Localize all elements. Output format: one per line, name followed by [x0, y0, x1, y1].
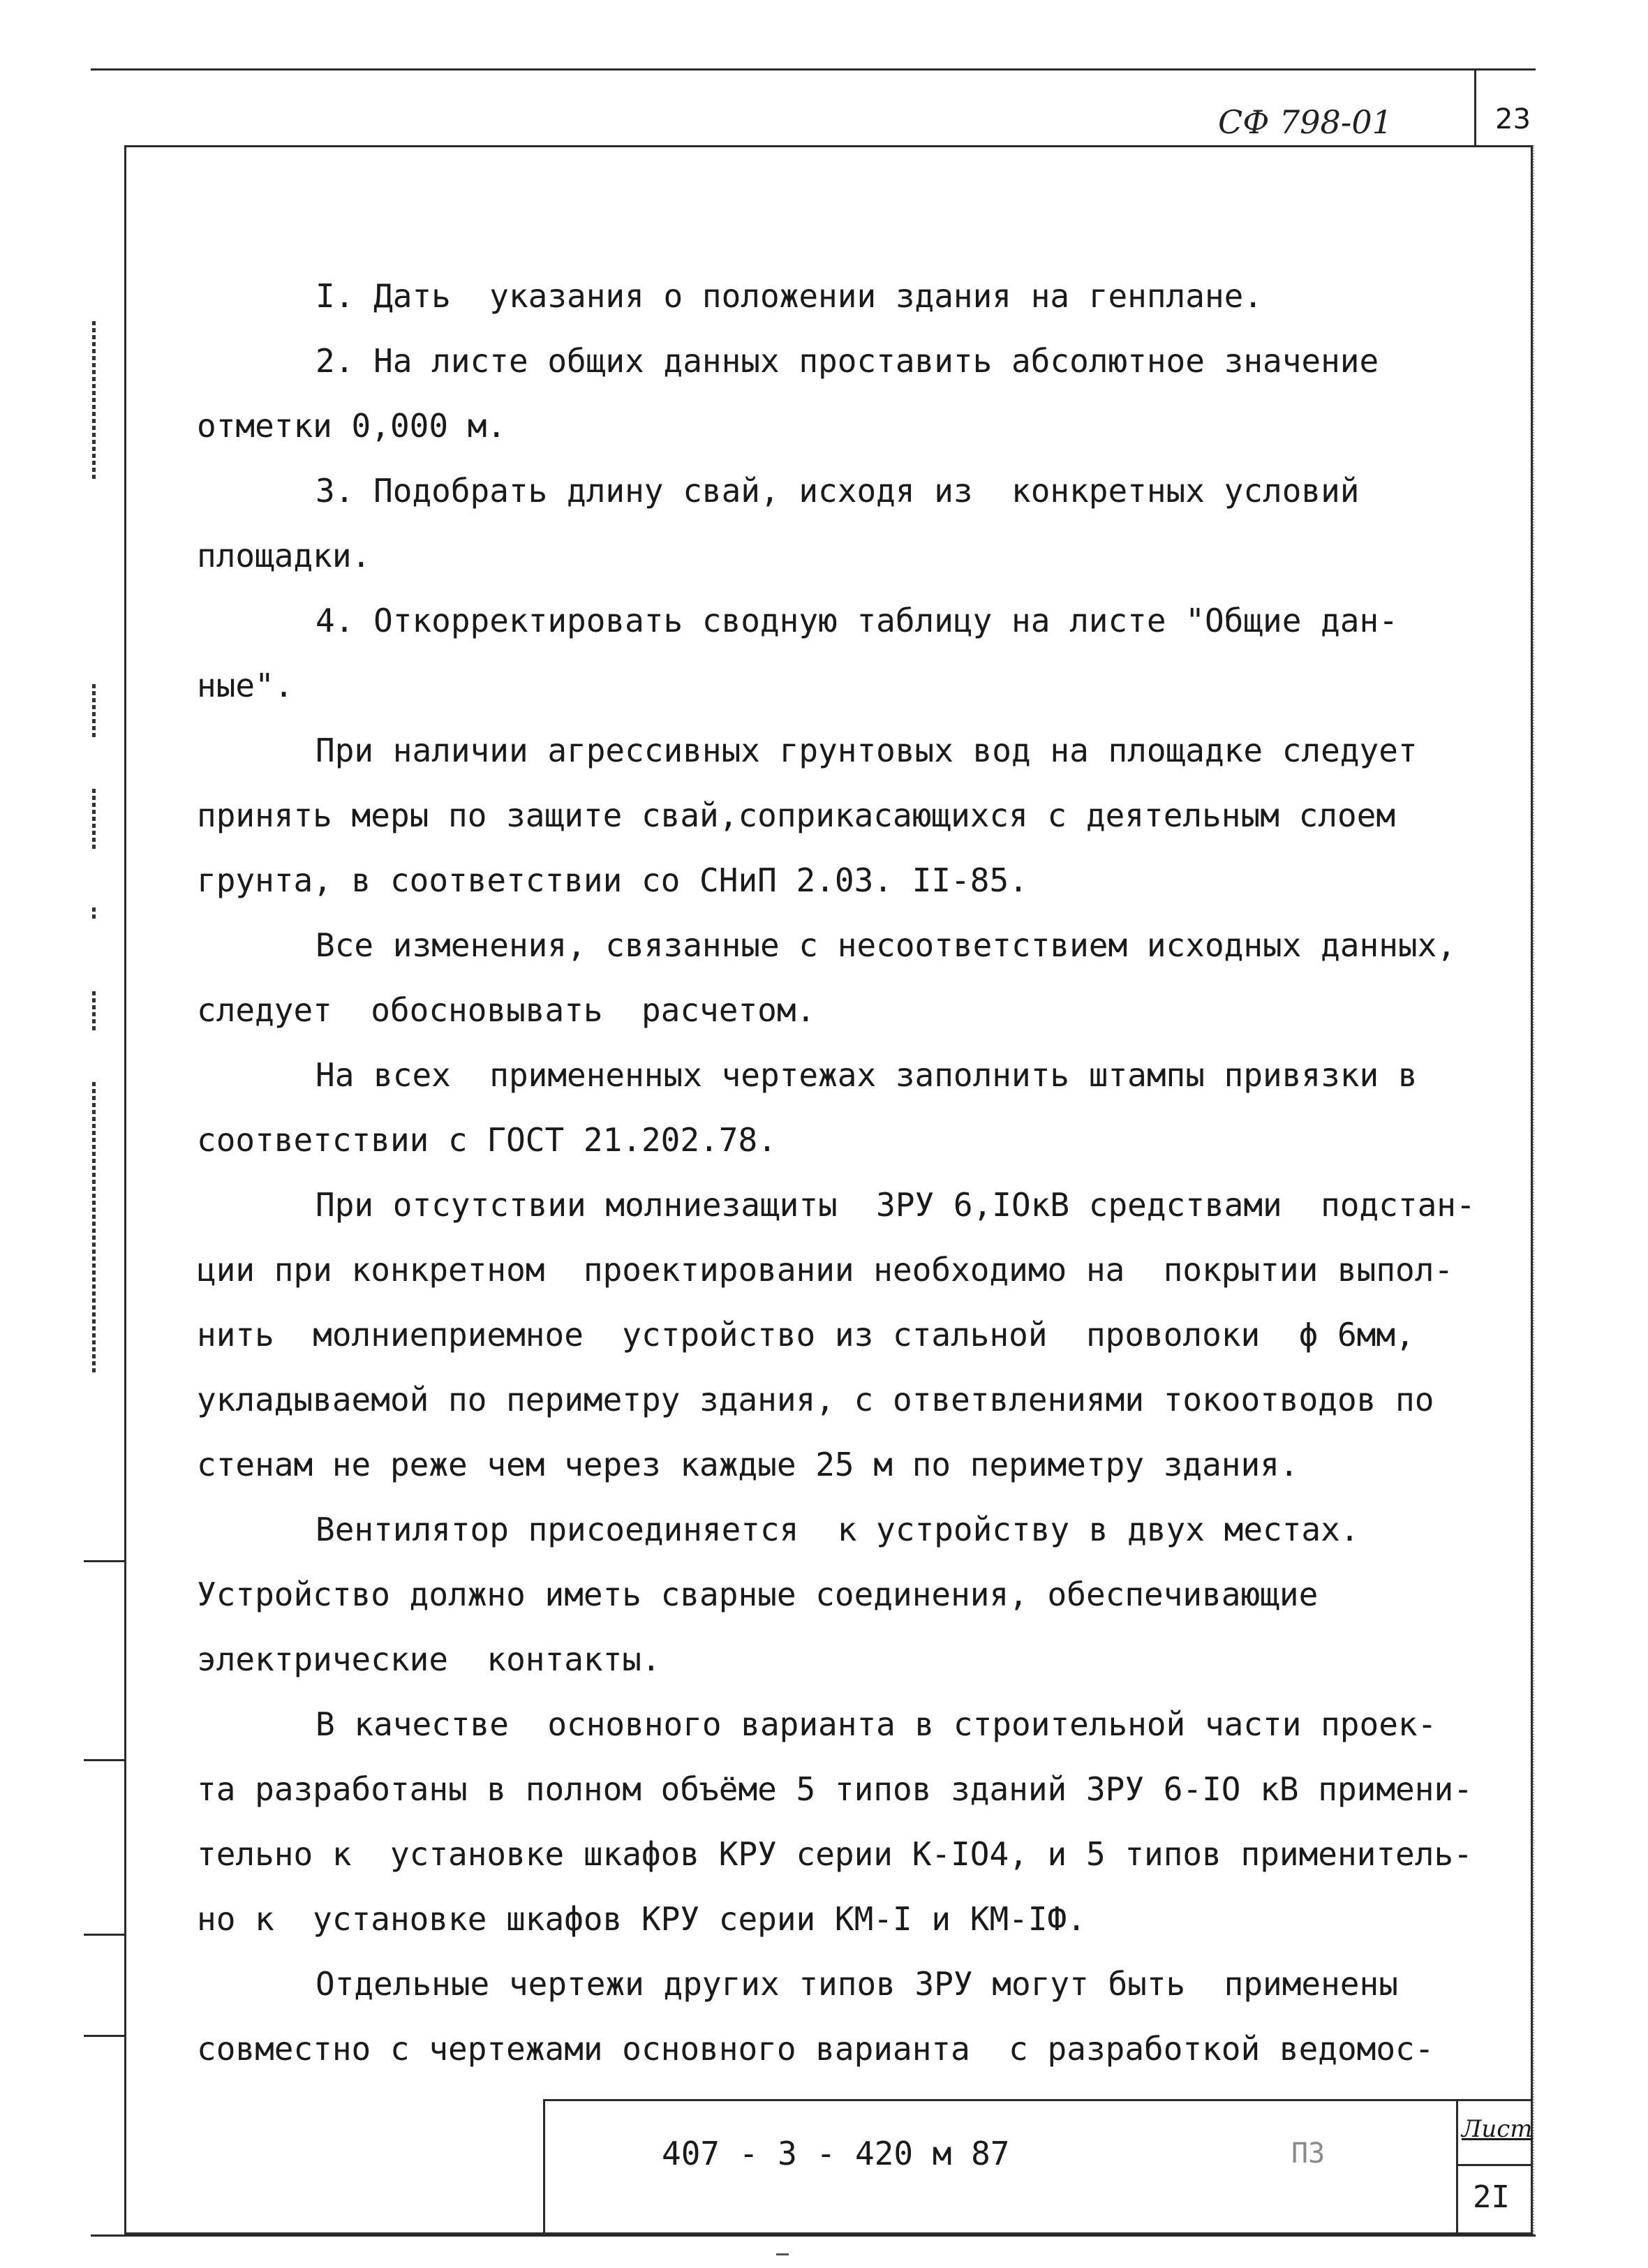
text-line: соответствии с ГОСТ 21.202.78. — [197, 1121, 777, 1159]
binding-tick — [84, 1934, 124, 1936]
sheet-label: Лист — [1462, 2115, 1533, 2143]
text-line: грунта, в соответствии со СНиП 2.03. II-85. — [197, 861, 1028, 899]
binding-tick — [84, 1560, 124, 1562]
text-line: Вентилятор присоединяется к устройству в двух местах. — [316, 1511, 1360, 1548]
text-line: нить молниеприемное устройство из стальной проволоки ϕ 6мм, — [197, 1316, 1415, 1354]
text-line: отметки 0,000 м. — [197, 407, 507, 445]
top-border-rule — [91, 68, 1536, 71]
binding-mark — [92, 789, 96, 852]
text-line: но к установке шкафов КРУ серии КМ-I и КМ-IФ. — [197, 1900, 1086, 1938]
text-line: электрические контакты. — [197, 1640, 661, 1678]
text-line: При наличии агрессивных грунтовых вод на площадке следует — [316, 732, 1418, 769]
text-line: та разработаны в полном объёме 5 типов зданий ЗРУ 6-IО кВ примени- — [197, 1770, 1473, 1808]
sheet-number: 2I — [1473, 2179, 1510, 2215]
text-line: Устройство должно иметь сварные соединения, обеспечивающие — [197, 1576, 1319, 1613]
text-line: 2. На листе общих данных проставить абсолютное значение — [316, 342, 1379, 380]
text-line: укладываемой по периметру здания, с ответвлениями токоотводов по — [197, 1381, 1434, 1418]
sheet-cell-divider — [1456, 2164, 1533, 2166]
binding-mark — [92, 684, 96, 740]
text-line: ции при конкретном проектировании необходимо на покрытии выпол- — [197, 1251, 1454, 1289]
text-line: следует обосновывать расчетом. — [197, 991, 816, 1029]
text-line: Все изменения, связанные с несоответствием исходных данных, — [316, 926, 1456, 964]
handwritten-code: СФ 798-01 — [1218, 103, 1393, 141]
text-line: ные". — [197, 667, 294, 704]
text-line: При отсутствии молниезащиты ЗРУ 6,IОкВ средствами подстан- — [316, 1186, 1476, 1224]
text-line: На всех примененных чертежах заполнить штампы привязки в — [316, 1056, 1418, 1094]
binding-tick — [84, 1759, 124, 1761]
binding-tick — [84, 2035, 124, 2037]
right-dotted-margin — [1533, 145, 1534, 2234]
text-line: 4. Откорректировать сводную таблицу на листе "Общие дан- — [316, 602, 1398, 639]
text-line: В качестве основного варианта в строительной части проек- — [316, 1705, 1437, 1743]
text-line: стенам не реже чем через каждые 25 м по периметру здания. — [197, 1446, 1299, 1483]
document-code: 407 - 3 - 420 м 87 — [662, 2135, 1010, 2172]
text-line: площадки. — [197, 537, 371, 575]
body-text — [197, 264, 1516, 2082]
scan-mark — [776, 2253, 789, 2255]
binding-mark — [92, 321, 96, 482]
binding-mark — [92, 991, 96, 1033]
bottom-border-rule — [91, 2234, 1536, 2237]
text-line: тельно к установке шкафов КРУ серии К-IО4, и 5 типов применитель- — [197, 1835, 1473, 1873]
binding-mark — [92, 1082, 96, 1375]
text-line: Отдельные чертежи других типов ЗРУ могут быть применены — [316, 1965, 1398, 2003]
page-number: 23 — [1495, 103, 1531, 135]
text-line: принять меры по защите свай,соприкасающихся с деятельным слоем — [197, 796, 1396, 834]
text-line: 3. Подобрать длину свай, исходя из конкретных условий — [316, 472, 1360, 510]
text-line: совместно с чертежами основного варианта с разработкой ведомос- — [197, 2030, 1434, 2068]
text-line: I. Дать указания о положении здания на генплане. — [316, 277, 1263, 315]
binding-mark — [92, 907, 96, 921]
section-mark: ПЗ — [1291, 2137, 1326, 2170]
